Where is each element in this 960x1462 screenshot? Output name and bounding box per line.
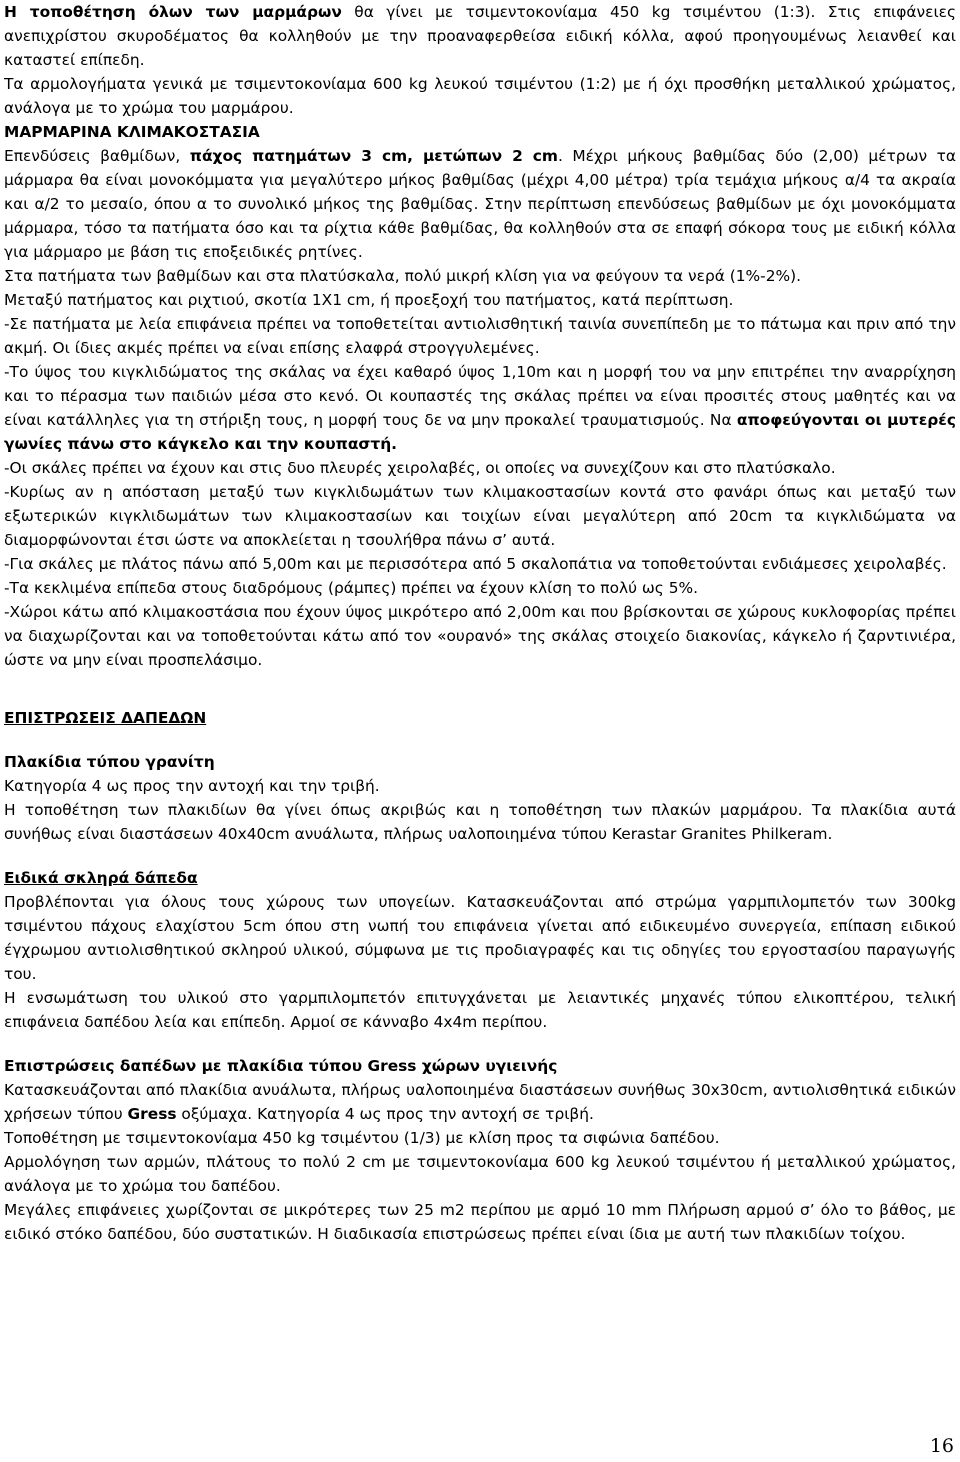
paragraph: -Για σκάλες με πλάτος πάνω από 5,00m και με περισσότερα από 5 σκαλοπάτια να τοποθετούνται ενδιάμεσες χειρολαβές. bbox=[4, 555, 947, 573]
paragraph: -Τα κεκλιμένα επίπεδα στους διαδρόμους (ράμπες) πρέπει να έχουν κλίση το πολύ ως 5%. bbox=[4, 579, 699, 597]
paragraph: Τα αρμολογήματα γενικά με τσιμεντοκονίαμα 600 kg λευκού τσιμέντου (1:2) με ή όχι προσθήκη μεταλλικού χρώματος, ανάλογα με το χρώμα του μαρμάρου. bbox=[4, 75, 956, 117]
paragraph: -Κυρίως αν η απόσταση μεταξύ των κιγκλιδωμάτων των κλιμακοστασίων κοντά στο φανάρι όπως και μεταξύ των εξωτερικών κιγκλιδωμάτων των κλιμακοστασίων και τοιχίων είναι μεγαλύτερη από 20cm τα κιγκλιδώματα να διαμορφώνονται έτσι ώστε να αποκλείεται η τσουλήθρα πάνω σ’ αυτά. bbox=[4, 483, 956, 549]
paragraph: Η τοποθέτηση των πλακιδίων θα γίνει όπως ακριβώς και η τοποθέτηση των πλακών μαρμάρου. Τα πλακίδια αυτά συνήθως είναι διαστάσεων 40x40cm ανυάλωτα, πλήρως υαλοποιημένα τύπου Kerastar Granites Philkeram. bbox=[4, 801, 956, 843]
spacer bbox=[4, 730, 956, 750]
bold-text: Η τοποθέτηση όλων των μαρμάρων bbox=[4, 3, 342, 21]
paragraph: Κατηγορία 4 ως προς την αντοχή και την τριβή. bbox=[4, 777, 380, 795]
bold-text: αποφεύγονται οι μυτερές γωνίες πάνω στο κάγκελο και την κουπαστή. bbox=[4, 411, 956, 453]
paragraph bbox=[4, 0, 956, 72]
paragraph: -Οι σκάλες πρέπει να έχουν και στις δυο πλευρές χειρολαβές, οι οποίες να συνεχίζουν και στο πλατύσκαλο. bbox=[4, 459, 836, 477]
spacer bbox=[4, 1034, 956, 1054]
spacer bbox=[4, 846, 956, 866]
text: -Το ύψος του κιγκλιδώματος της σκάλας να έχει καθαρό ύψος 1,10m και η μορφή του να μην επιτρέπει την αναρρίχηση και το πέρασμα των παιδιών μέσα στο κενό. Οι κουπαστές της σκάλας πρέπει να είναι προσιτές στους μαθητές και να είναι κατάλληλες για τη στήριξη τους, η μορφή τους δε να μην προκαλεί τραυματισμούς. Να bbox=[4, 363, 956, 429]
granite-heading: Πλακίδια τύπου γρανίτη bbox=[4, 753, 215, 771]
spacer bbox=[4, 672, 956, 706]
page-number: 16 bbox=[929, 1435, 954, 1457]
hard-floors-heading: Ειδικά σκληρά δάπεδα bbox=[4, 869, 198, 887]
paragraph: Αρμολόγηση των αρμών, πλάτους το πολύ 2 cm με τσιμεντοκονίαμα 600 kg λευκού τσιμέντου ή μεταλλικού χρώματος, ανάλογα με το χρώμα του δαπέδου. bbox=[4, 1153, 956, 1195]
text: Επενδύσεις βαθμίδων, bbox=[4, 147, 190, 165]
paragraph bbox=[4, 144, 956, 264]
text: οξύμαχα. Κατηγορία 4 ως προς την αντοχή σε τριβή. bbox=[176, 1105, 594, 1123]
paragraph bbox=[4, 360, 956, 456]
bold-text: πάχος πατημάτων 3 cm, μετώπων 2 cm bbox=[189, 147, 558, 165]
text: Κατασκευάζονται από πλακίδια ανυάλωτα, πλήρως υαλοποιημένα διαστάσεων συνήθως 30x30cm, αντιολισθητικά ειδικών χρήσεων τύπου bbox=[4, 1081, 956, 1123]
paragraph: Μεταξύ πατήματος και ριχτιού, σκοτία 1Χ1 cm, ή προεξοχή του πατήματος, κατά περίπτωση. bbox=[4, 291, 734, 309]
paragraph: Στα πατήματα των βαθμίδων και στα πλατύσκαλα, πολύ μικρή κλίση για να φεύγουν τα νερά (1%-2%). bbox=[4, 267, 802, 285]
stairs-heading: ΜΑΡΜΑΡΙΝΑ ΚΛΙΜΑΚΟΣΤΑΣΙΑ bbox=[4, 123, 260, 141]
paragraph bbox=[4, 1078, 956, 1126]
paragraph: Μεγάλες επιφάνειες χωρίζονται σε μικρότερες των 25 m2 περίπου με αρμό 10 mm Πλήρωση αρμού σ’ όλο το βάθος, με ειδικό στόκο δαπέδου, δύο συστατικών. Η διαδικασία επιστρώσεως πρέπει είναι ίδια με αυτή των πλακιδίων τοίχου. bbox=[4, 1201, 956, 1243]
bold-text: Gress bbox=[127, 1105, 177, 1123]
gress-heading: Επιστρώσεις δαπέδων με πλακίδια τύπου Gress χώρων υγιεινής bbox=[4, 1057, 558, 1075]
section-heading: ΕΠΙΣΤΡΩΣΕΙΣ ΔΑΠΕΔΩΝ bbox=[4, 709, 207, 727]
paragraph: -Σε πατήματα με λεία επιφάνεια πρέπει να τοποθετείται αντιολισθητική ταινία συνεπίπεδη με το πάτωμα και πριν από την ακμή. Οι ίδιες ακμές πρέπει να είναι επίσης ελαφρά στρογγυλεμένες. bbox=[4, 315, 956, 357]
text: . Μέχρι μήκους βαθμίδας δύο (2,00) μέτρων τα μάρμαρα θα είναι μονοκόμματα για μεγαλύτερο μήκος βαθμίδας (μέχρι 4,00 μέτρα) τρία τεμάχια μήκους α/4 τα ακραία και α/2 το μεσαίο, όπου α το συνολικό μήκος της βαθμίδας. Στην περίπτωση επενδύσεως βαθμίδων με όχι μονοκόμματα μάρμαρα, τόσο τα πατήματα όσο και τα ρίχτια κάθε βαθμίδας, θα κολληθούν στα σε επαφή σόκορα τους με ειδική κόλλα για μάρμαρο με βάση τις εποξειδικές ρητίνες. bbox=[4, 147, 956, 261]
text: θα γίνει με τσιμεντοκονίαμα 450 kg τσιμέντου (1:3). Στις επιφάνειες ανεπιχρίστου σκυροδέματος θα κολληθούν με την προαναφερθείσα ειδική κόλλα, αφού προηγουμένως λειανθεί και καταστεί επίπεδη. bbox=[4, 3, 957, 69]
paragraph: Η ενσωμάτωση του υλικού στο γαρμπιλομπετόν επιτυγχάνεται με λειαντικές μηχανές τύπου ελικοπτέρου, τελική επιφάνεια δαπέδου λεία και επίπεδη. Αρμοί σε κάνναβο 4x4m περίπου. bbox=[4, 989, 956, 1031]
paragraph: Τοποθέτηση με τσιμεντοκονίαμα 450 kg τσιμέντου (1/3) με κλίση προς τα σιφώνια δαπέδου. bbox=[4, 1129, 720, 1147]
paragraph: Προβλέπονται για όλους τους χώρους των υπογείων. Κατασκευάζονται από στρώμα γαρμπιλομπετόν των 300kg τσιμέντου πάχους ελαχίστου 5cm όπου στη νωπή του επιφάνεια γίνεται από ειδικευμένο συνεργεία, επίπαση ειδικού έγχρωμου αντιολισθητικού σκληρού υλικού, σύμφωνα με τις προδιαγραφές και τις οδηγίες του εργοστασίου παραγωγής του. bbox=[4, 893, 956, 983]
paragraph: -Χώροι κάτω από κλιμακοστάσια που έχουν ύψος μικρότερο από 2,00m και που βρίσκονται σε χώρους κυκλοφορίας πρέπει να διαχωρίζονται και να τοποθετούνται κάτω από τον «ουρανό» της σκάλας στοιχείο διακονίας, κάγκελο ή ζαρντινιέρα, ώστε να μην είναι προσπελάσιμο. bbox=[4, 603, 956, 669]
